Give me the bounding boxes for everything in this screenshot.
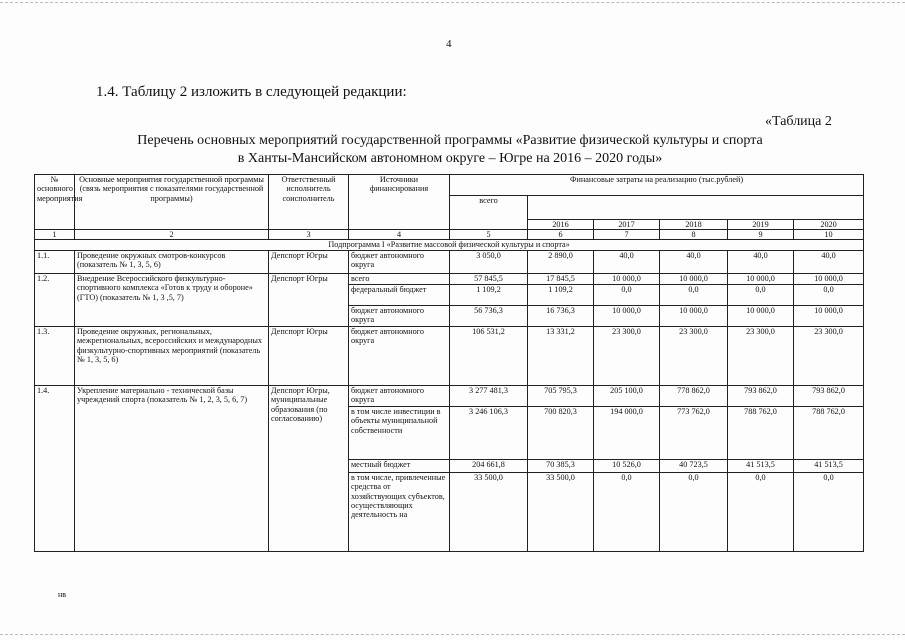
subprogram-title: Подпрограмма I «Развитие массовой физической культуры и спорта» [35,240,864,250]
bottom-scan-edge [0,634,905,636]
row-value: 0,0 [794,284,864,305]
row-value: 10 000,0 [794,305,864,326]
row-value: 10 000,0 [728,305,794,326]
row-total: 3 050,0 [450,250,528,273]
table-row [35,273,864,284]
header-year-2016: 2016 [528,219,594,229]
row-value: 13 331,2 [528,326,594,385]
row-value: 40,0 [728,250,794,273]
row-source: в том числе инвестиции в объекты муниципальной собственности [349,406,450,459]
row-value: 10 000,0 [660,273,728,284]
row-total: 57 845,5 [450,273,528,284]
row-value: 23 300,0 [594,326,660,385]
row-source: федеральный бюджет [349,284,450,305]
title-line-2: в Ханты-Мансийском автономном округе – Югре на 2016 – 2020 годы» [237,151,663,166]
column-number: 6 [528,230,594,240]
row-value: 773 762,0 [660,406,728,459]
row-value: 0,0 [660,284,728,305]
column-number: 4 [349,230,450,240]
row-value: 0,0 [794,472,864,551]
header-total: всего [450,196,528,230]
row-value: 2 890,0 [528,250,594,273]
row-value: 793 862,0 [728,385,794,406]
intro-text: 1.4. Таблицу 2 изложить в следующей редакции: [96,84,407,100]
row-value: 778 862,0 [660,385,728,406]
row-value: 23 300,0 [728,326,794,385]
row-value: 41 513,5 [728,459,794,472]
row-value: 10 526,0 [594,459,660,472]
header-row-1 [35,175,864,196]
column-number: 3 [269,230,349,240]
header-event: Основные мероприятия государственной программы (связь мероприятия с показателями государственной программы) [75,175,269,230]
row-value: 788 762,0 [794,406,864,459]
header-year-2017: 2017 [594,219,660,229]
row-value: 0,0 [594,284,660,305]
header-source: Источники финансирования [349,175,450,230]
row-event: Укрепление материально - технической базы учреждений спорта (показатель № 1, 2, 3, 5, 6, 7) [75,385,269,551]
header-executor [269,175,349,230]
row-source: в том числе, привлеченные средства от хозяйствующих субъектов, осуществляющих деятельность на [349,472,450,551]
column-number: 8 [660,230,728,240]
header-no: № основного мероприятия [35,175,75,230]
row-value: 40 723,5 [660,459,728,472]
row-value: 17 845,5 [528,273,594,284]
row-number: 1.1. [35,250,75,273]
row-source: всего [349,273,450,284]
table-row [35,326,864,385]
table-row [35,385,864,406]
row-total: 3 246 106,3 [450,406,528,459]
subprogram-row [35,240,864,250]
row-total: 56 736,3 [450,305,528,326]
row-value: 0,0 [660,472,728,551]
row-total: 3 277 481,3 [450,385,528,406]
row-number: 1.2. [35,273,75,326]
row-total: 1 109,2 [450,284,528,305]
row-value: 0,0 [594,472,660,551]
row-value: 16 736,3 [528,305,594,326]
row-value: 40,0 [660,250,728,273]
table-tag: «Таблица 2 [765,114,832,129]
row-value: 10 000,0 [660,305,728,326]
row-value: 1 109,2 [528,284,594,305]
row-value: 793 862,0 [794,385,864,406]
row-source: местный бюджет [349,459,450,472]
row-source: бюджет автономного округа [349,250,450,273]
row-value: 70 385,3 [528,459,594,472]
row-source: бюджет автономного округа [349,385,450,406]
column-number: 5 [450,230,528,240]
row-value: 0,0 [728,472,794,551]
row-source: бюджет автономного округа [349,305,450,326]
row-value: 194 000,0 [594,406,660,459]
row-total: 106 531,2 [450,326,528,385]
header-executor-main: Ответственный исполнитель [281,175,336,194]
row-event: Проведение окружных смотров-конкурсов (показатель № 1, 3, 5, 6) [75,250,269,273]
column-number: 7 [594,230,660,240]
row-value: 41 513,5 [794,459,864,472]
row-value: 700 820,3 [528,406,594,459]
title-line-1: Перечень основных мероприятий государственной программы «Развитие физической культуры и спорта [137,133,763,148]
row-event: Внедрение Всероссийского физкультурно-спортивного комплекса «Готов к труду и обороне» (ГТО) (показатель № 1, 3 ,5, 7) [75,273,269,326]
row-value: 23 300,0 [660,326,728,385]
row-total: 33 500,0 [450,472,528,551]
column-number: 10 [794,230,864,240]
row-executor: Депспорт Югры [269,326,349,385]
row-source: бюджет автономного округа [349,326,450,385]
row-value: 40,0 [794,250,864,273]
column-number: 9 [728,230,794,240]
footer-mark: нв [58,590,67,599]
row-value: 205 100,0 [594,385,660,406]
row-number: 1.3. [35,326,75,385]
header-year-2020: 2020 [794,219,864,229]
row-value: 33 500,0 [528,472,594,551]
row-executor: Депспорт Югры [269,273,349,326]
top-scan-edge [0,2,905,4]
row-executor: Депспорт Югры [269,250,349,273]
column-number-row [35,230,864,240]
row-executor: Депспорт Югры, муниципальные образования (по согласованию) [269,385,349,551]
row-total: 204 661,8 [450,459,528,472]
row-value: 788 762,0 [728,406,794,459]
header-finance: Финансовые затраты на реализацию (тыс.рублей) [450,175,864,196]
row-value: 705 795,3 [528,385,594,406]
row-event: Проведение окружных, региональных, межрегиональных, всероссийских и международных физкультурно-спортивных мероприятий (показатель № 1, 3, 5, 6) [75,326,269,385]
header-executor-co: соисполнитель [282,193,335,203]
row-value: 10 000,0 [594,305,660,326]
row-value: 23 300,0 [794,326,864,385]
table-title [70,132,830,168]
events-table [34,174,864,552]
column-number: 1 [35,230,75,240]
page-number: 4 [446,38,452,50]
header-year-2018: 2018 [660,219,728,229]
table-row [35,250,864,273]
row-value: 40,0 [594,250,660,273]
row-value: 10 000,0 [794,273,864,284]
row-value: 10 000,0 [594,273,660,284]
row-value: 10 000,0 [728,273,794,284]
row-value: 0,0 [728,284,794,305]
header-years-spacer [528,196,864,220]
column-number: 2 [75,230,269,240]
row-number: 1.4. [35,385,75,551]
header-year-2019: 2019 [728,219,794,229]
